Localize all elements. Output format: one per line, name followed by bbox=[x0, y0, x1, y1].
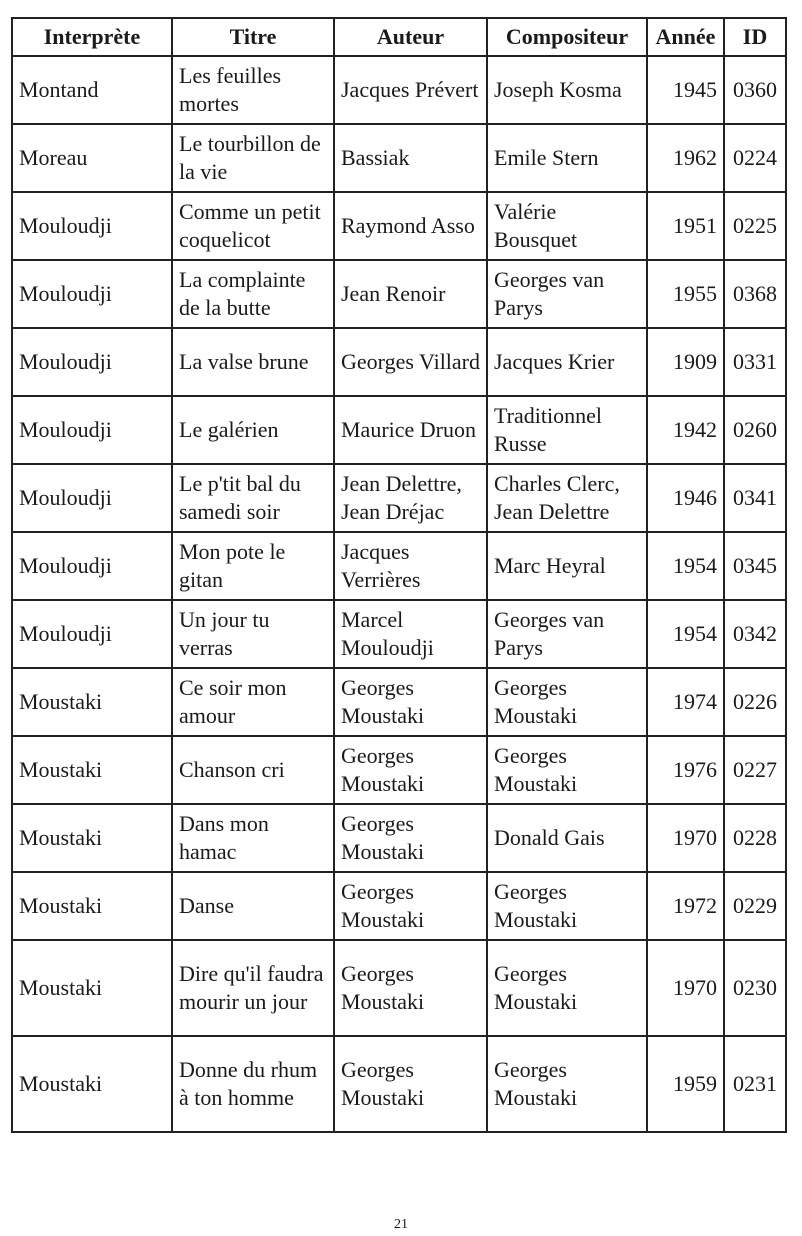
cell-compositeur: Georges Moustaki bbox=[487, 940, 647, 1036]
cell-auteur: Georges Moustaki bbox=[334, 736, 487, 804]
cell-compositeur: Georges Moustaki bbox=[487, 872, 647, 940]
cell-compositeur: Joseph Kosma bbox=[487, 56, 647, 124]
cell-id: 0225 bbox=[724, 192, 786, 260]
table-header bbox=[12, 18, 786, 56]
cell-annee: 1954 bbox=[647, 532, 724, 600]
cell-auteur: Jacques Verrières bbox=[334, 532, 487, 600]
cell-id: 0368 bbox=[724, 260, 786, 328]
cell-id: 0331 bbox=[724, 328, 786, 396]
cell-annee: 1942 bbox=[647, 396, 724, 464]
songs-table bbox=[11, 17, 787, 1133]
cell-compositeur: Marc Heyral bbox=[487, 532, 647, 600]
header-row bbox=[12, 18, 786, 56]
cell-interprete: Moustaki bbox=[12, 1036, 172, 1132]
cell-compositeur: Emile Stern bbox=[487, 124, 647, 192]
table-row bbox=[12, 668, 786, 736]
page-number: 21 bbox=[394, 1217, 408, 1232]
cell-interprete: Mouloudji bbox=[12, 192, 172, 260]
cell-auteur: Georges Villard bbox=[334, 328, 487, 396]
cell-annee: 1976 bbox=[647, 736, 724, 804]
cell-annee: 1951 bbox=[647, 192, 724, 260]
cell-interprete: Moustaki bbox=[12, 668, 172, 736]
cell-id: 0227 bbox=[724, 736, 786, 804]
cell-interprete: Mouloudji bbox=[12, 396, 172, 464]
cell-auteur: Georges Moustaki bbox=[334, 668, 487, 736]
cell-auteur: Georges Moustaki bbox=[334, 940, 487, 1036]
cell-annee: 1955 bbox=[647, 260, 724, 328]
cell-annee: 1946 bbox=[647, 464, 724, 532]
cell-compositeur: Georges van Parys bbox=[487, 260, 647, 328]
cell-id: 0230 bbox=[724, 940, 786, 1036]
table-row bbox=[12, 124, 786, 192]
cell-auteur: Jean Delettre, Jean Dréjac bbox=[334, 464, 487, 532]
cell-annee: 1954 bbox=[647, 600, 724, 668]
cell-interprete: Mouloudji bbox=[12, 532, 172, 600]
cell-interprete: Moreau bbox=[12, 124, 172, 192]
cell-id: 0231 bbox=[724, 1036, 786, 1132]
table-row bbox=[12, 56, 786, 124]
table-row bbox=[12, 736, 786, 804]
cell-titre: Dire qu'il faudra mourir un jour bbox=[172, 940, 334, 1036]
cell-titre: Le tourbillon de la vie bbox=[172, 124, 334, 192]
table-row bbox=[12, 940, 786, 1036]
cell-id: 0229 bbox=[724, 872, 786, 940]
cell-annee: 1909 bbox=[647, 328, 724, 396]
cell-compositeur: Valérie Bousquet bbox=[487, 192, 647, 260]
cell-compositeur: Georges Moustaki bbox=[487, 736, 647, 804]
cell-interprete: Moustaki bbox=[12, 940, 172, 1036]
cell-id: 0360 bbox=[724, 56, 786, 124]
cell-interprete: Mouloudji bbox=[12, 464, 172, 532]
header-titre: Titre bbox=[172, 18, 334, 56]
cell-id: 0224 bbox=[724, 124, 786, 192]
header-compositeur: Compositeur bbox=[487, 18, 647, 56]
cell-compositeur: Georges van Parys bbox=[487, 600, 647, 668]
cell-annee: 1974 bbox=[647, 668, 724, 736]
cell-titre: Danse bbox=[172, 872, 334, 940]
cell-interprete: Mouloudji bbox=[12, 260, 172, 328]
cell-annee: 1962 bbox=[647, 124, 724, 192]
header-id: ID bbox=[724, 18, 786, 56]
cell-titre: La valse brune bbox=[172, 328, 334, 396]
table-row bbox=[12, 396, 786, 464]
cell-titre: Les feuilles mortes bbox=[172, 56, 334, 124]
cell-auteur: Maurice Druon bbox=[334, 396, 487, 464]
cell-titre: Un jour tu verras bbox=[172, 600, 334, 668]
cell-auteur: Jacques Prévert bbox=[334, 56, 487, 124]
cell-compositeur: Donald Gais bbox=[487, 804, 647, 872]
cell-annee: 1959 bbox=[647, 1036, 724, 1132]
cell-interprete: Montand bbox=[12, 56, 172, 124]
cell-auteur: Georges Moustaki bbox=[334, 872, 487, 940]
table-row bbox=[12, 532, 786, 600]
cell-titre: Comme un petit coquelicot bbox=[172, 192, 334, 260]
table-row bbox=[12, 804, 786, 872]
cell-auteur: Raymond Asso bbox=[334, 192, 487, 260]
header-auteur: Auteur bbox=[334, 18, 487, 56]
cell-titre: Donne du rhum à ton homme bbox=[172, 1036, 334, 1132]
cell-annee: 1972 bbox=[647, 872, 724, 940]
table-row bbox=[12, 464, 786, 532]
cell-id: 0342 bbox=[724, 600, 786, 668]
cell-id: 0226 bbox=[724, 668, 786, 736]
cell-titre: Dans mon hamac bbox=[172, 804, 334, 872]
cell-annee: 1945 bbox=[647, 56, 724, 124]
cell-titre: La complainte de la butte bbox=[172, 260, 334, 328]
cell-titre: Ce soir mon amour bbox=[172, 668, 334, 736]
cell-id: 0228 bbox=[724, 804, 786, 872]
header-interprete: Interprète bbox=[12, 18, 172, 56]
cell-auteur: Bassiak bbox=[334, 124, 487, 192]
cell-interprete: Moustaki bbox=[12, 736, 172, 804]
cell-auteur: Marcel Mouloudji bbox=[334, 600, 487, 668]
table-body bbox=[12, 56, 786, 1132]
cell-titre: Le galérien bbox=[172, 396, 334, 464]
cell-interprete: Mouloudji bbox=[12, 600, 172, 668]
table-row bbox=[12, 328, 786, 396]
cell-interprete: Mouloudji bbox=[12, 328, 172, 396]
cell-auteur: Georges Moustaki bbox=[334, 804, 487, 872]
header-annee: Année bbox=[647, 18, 724, 56]
table-row bbox=[12, 872, 786, 940]
cell-id: 0260 bbox=[724, 396, 786, 464]
cell-id: 0345 bbox=[724, 532, 786, 600]
cell-compositeur: Georges Moustaki bbox=[487, 668, 647, 736]
cell-interprete: Moustaki bbox=[12, 872, 172, 940]
cell-annee: 1970 bbox=[647, 804, 724, 872]
cell-compositeur: Georges Moustaki bbox=[487, 1036, 647, 1132]
cell-titre: Le p'tit bal du samedi soir bbox=[172, 464, 334, 532]
table-row bbox=[12, 600, 786, 668]
cell-id: 0341 bbox=[724, 464, 786, 532]
cell-titre: Chanson cri bbox=[172, 736, 334, 804]
cell-annee: 1970 bbox=[647, 940, 724, 1036]
cell-interprete: Moustaki bbox=[12, 804, 172, 872]
cell-auteur: Jean Renoir bbox=[334, 260, 487, 328]
cell-auteur: Georges Moustaki bbox=[334, 1036, 487, 1132]
table-row bbox=[12, 260, 786, 328]
table-row bbox=[12, 192, 786, 260]
cell-compositeur: Traditionnel Russe bbox=[487, 396, 647, 464]
table-row bbox=[12, 1036, 786, 1132]
cell-compositeur: Charles Clerc, Jean Delettre bbox=[487, 464, 647, 532]
cell-compositeur: Jacques Krier bbox=[487, 328, 647, 396]
cell-titre: Mon pote le gitan bbox=[172, 532, 334, 600]
